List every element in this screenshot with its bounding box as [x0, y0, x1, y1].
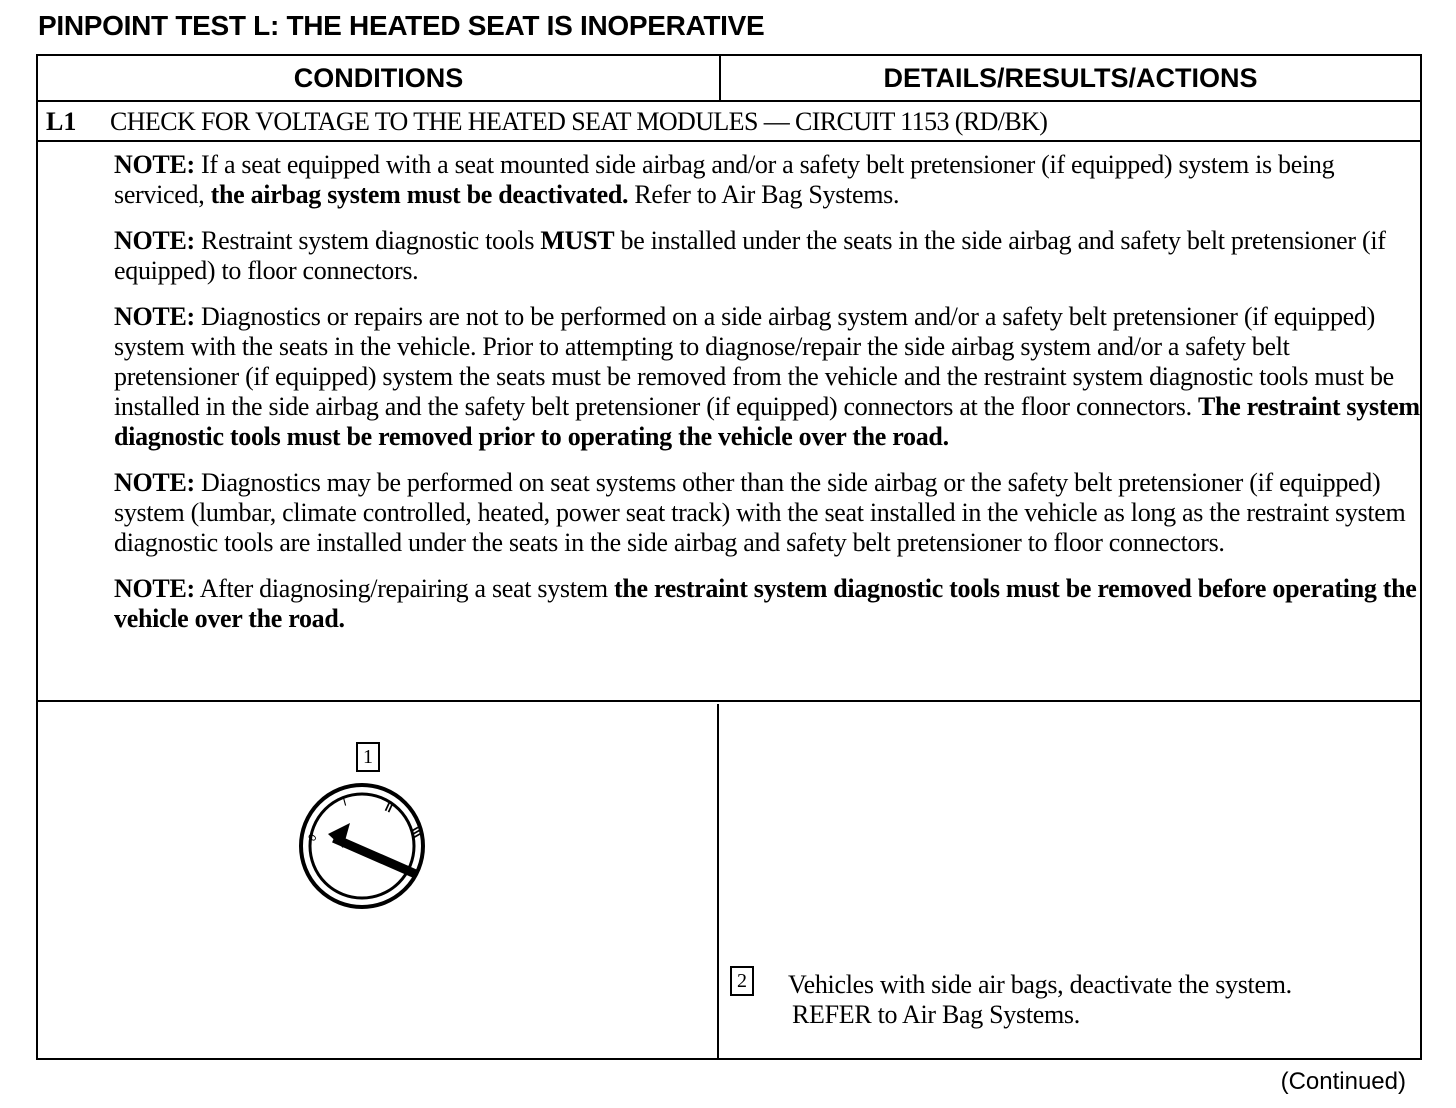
note-label: NOTE: — [114, 226, 195, 255]
details-header: DETAILS/RESULTS/ACTIONS — [883, 62, 1258, 93]
note-text: Refer to Air Bag Systems. — [628, 180, 900, 209]
note-text: After diagnosing/repairing a seat system — [194, 574, 615, 603]
continued-label: (Continued) — [1280, 1068, 1406, 1095]
step-divider — [38, 140, 1420, 142]
action-text — [788, 970, 1292, 1030]
dial-mark-2: II — [382, 800, 395, 816]
note-label: NOTE: — [114, 302, 195, 331]
note-label: NOTE: — [114, 468, 195, 497]
ignition-switch-icon — [266, 722, 446, 922]
dial-mark-3: III — [407, 824, 425, 841]
column-divider — [717, 704, 719, 1058]
callout-1: 1 — [356, 742, 380, 772]
note-5 — [114, 574, 1420, 634]
pinpoint-test-table — [36, 54, 1422, 1060]
dial-mark-0: 0 — [306, 832, 320, 844]
notes-divider — [38, 700, 1420, 702]
callout-2: 2 — [730, 966, 754, 996]
ignition-key-shaft — [338, 840, 411, 872]
note-3 — [114, 302, 1420, 452]
note-text: Diagnostics or repairs are not to be performed on a side airbag system and/or a safety belt pretensioner (if equipped) system with the seats in the vehicle. Prior to attempting to diagnose/repair the side airbag system and/or a safety belt pretensioner (if equipped) system the seats must be removed from the vehicle and the restraint system diagnostic tools must be installed in the side airbag and the safety belt pretensioner (if equipped) connectors at the floor connectors. — [114, 302, 1394, 421]
dial-mark-1: I — [341, 794, 349, 809]
notes-block — [114, 150, 1420, 650]
note-bold: MUST — [540, 226, 615, 255]
note-text: If a seat equipped with a seat mounted side airbag and/or a safety belt pretensioner (if equipped) system is being serviced, — [114, 150, 1335, 209]
step-id: L1 — [46, 107, 77, 136]
note-label: NOTE: — [114, 574, 195, 603]
page-title: PINPOINT TEST L: THE HEATED SEAT IS INOPERATIVE — [38, 10, 765, 41]
conditions-header: CONDITIONS — [38, 56, 721, 100]
note-4 — [114, 468, 1420, 558]
note-text: be installed under the seats in the side airbag and safety belt pretensioner (if equipped) to floor connectors. — [114, 226, 1386, 285]
note-text: Restraint system diagnostic tools — [194, 226, 541, 255]
note-2 — [114, 226, 1420, 286]
note-label: NOTE: — [114, 150, 195, 179]
note-bold: The restraint system diagnostic tools must be removed prior to operating the vehicle over the road. — [114, 392, 1420, 451]
action-line-1: Vehicles with side air bags, deactivate the system. — [788, 970, 1292, 999]
note-bold: the restraint system diagnostic tools must be removed before operating the vehicle over the road. — [114, 574, 1417, 633]
step-title: CHECK FOR VOLTAGE TO THE HEATED SEAT MODULES — CIRCUIT 1153 (RD/BK) — [110, 107, 1048, 136]
note-text: Diagnostics may be performed on seat systems other than the side airbag or the safety belt pretensioner (if equipped) system (lumbar, climate controlled, heated, power seat track) with the seat installed in the vehicle as long as the restraint system diagnostic tools are installed under the seats in the side airbag and safety belt pretensioner to floor connectors. — [114, 468, 1406, 557]
step-row — [38, 102, 1420, 142]
action-line-2: REFER to Air Bag Systems. — [792, 1000, 1080, 1029]
note-bold: the airbag system must be deactivated. — [210, 180, 629, 209]
note-1 — [114, 150, 1420, 210]
